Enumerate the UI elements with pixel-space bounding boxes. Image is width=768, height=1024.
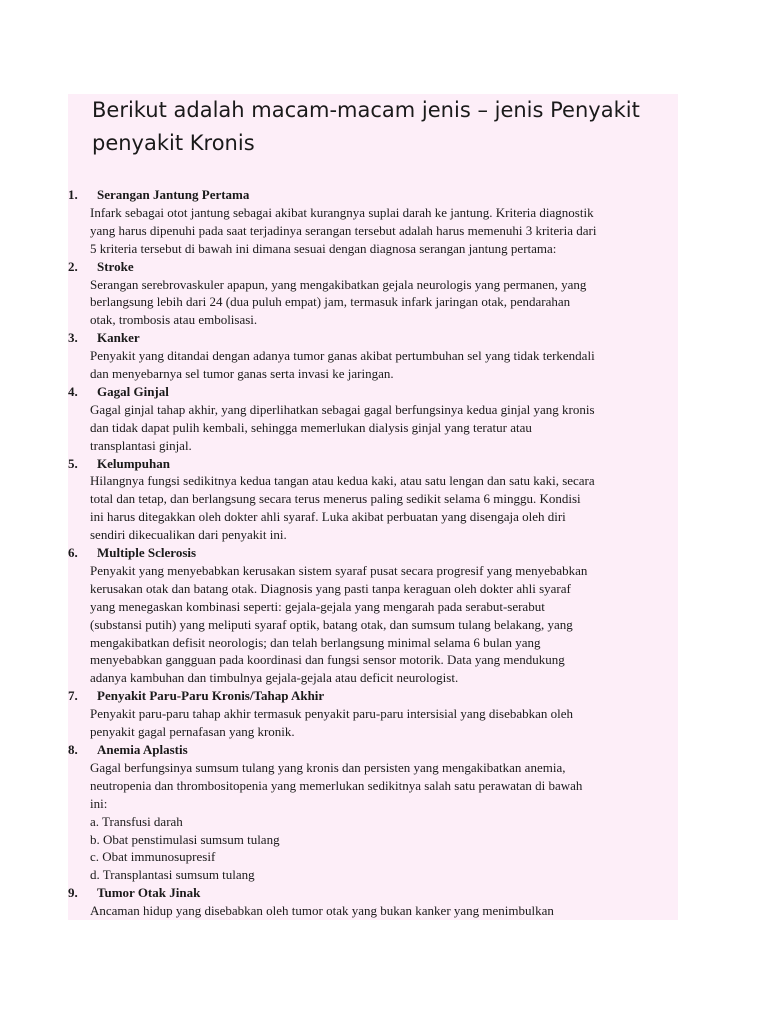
body-line: Penyakit yang ditandai dengan adanya tumor ganas akibat pertumbuhan sel yang tidak terkendali (90, 348, 595, 364)
item-number: 3. (68, 330, 78, 346)
item-heading: Kelumpuhan (97, 455, 170, 471)
body-line: otak, trombosis atau embolisasi. (90, 312, 258, 328)
disease-list (68, 186, 678, 920)
body-line: Gagal ginjal tahap akhir, yang diperlihatkan sebagai gagal berfungsinya kedua ginjal yang kronis (90, 401, 595, 417)
item-number: 6. (68, 545, 78, 561)
body-line: Infark sebagai otot jantung sebagai akibat kurangnya suplai darah ke jantung. Kriteria diagnostik (90, 204, 594, 220)
body-line: (substansi putih) yang meliputi syaraf optik, batang otak, dan sumsum tulang belakang, yang (90, 616, 573, 632)
sub-item: c. Obat immunosupresif (90, 849, 216, 865)
item-body (90, 401, 678, 455)
item-body (90, 276, 678, 330)
body-line: Penyakit yang menyebabkan kerusakan sistem syaraf pusat secara progresif yang menyebabkan (90, 562, 588, 578)
item-number: 1. (68, 187, 78, 202)
list-item (68, 544, 678, 687)
body-line: 5 kriteria tersebut di bawah ini dimana sesuai dengan diagnosa serangan jantung pertama: (90, 240, 557, 256)
item-number: 5. (68, 455, 78, 471)
body-line: Penyakit paru-paru tahap akhir termasuk penyakit paru-paru intersisial yang disebabkan oleh (90, 706, 574, 722)
body-line: sendiri dikecualikan dari penyakit ini. (90, 527, 287, 543)
list-item (68, 687, 678, 741)
item-heading: Tumor Otak Jinak (97, 885, 201, 901)
body-line: neutropenia dan thrombositopenia yang memerlukan sedikitnya salah satu perawatan di bawah (90, 777, 583, 793)
item-number: 7. (68, 688, 78, 704)
body-line: berlangsung lebih dari 24 (dua puluh empat) jam, termasuk infark jaringan otak, pendarahan (90, 294, 571, 310)
item-heading: Anemia Aplastis (97, 741, 188, 757)
item-number: 8. (68, 741, 78, 757)
item-body (90, 204, 678, 258)
document-content (68, 94, 678, 920)
item-heading: Multiple Sclerosis (97, 545, 197, 561)
list-item (68, 884, 678, 920)
body-line: ini harus ditegakkan oleh dokter ahli syaraf. Luka akibat perbuatan yang disengaja oleh diri (90, 509, 566, 525)
body-line: yang menegaskan kombinasi seperti: gejala-gejala yang mengarah pada serabut-serabut (90, 598, 545, 614)
sub-item: d. Transplantasi sumsum tulang (90, 867, 255, 883)
item-heading: Stroke (97, 258, 134, 274)
item-heading: Penyakit Paru-Paru Kronis/Tahap Akhir (97, 688, 325, 704)
title-line-1: Berikut adalah macam-macam jenis – jenis Penyakit (92, 98, 640, 122)
body-line: penyakit gagal pernafasan yang kronik. (90, 724, 295, 740)
body-line: Gagal berfungsinya sumsum tulang yang kronis dan persisten yang mengakibatkan anemia, (90, 759, 566, 775)
body-line: yang harus dipenuhi pada saat terjadinya serangan tersebut adalah harus memenuhi 3 kriteria dari (90, 222, 597, 238)
item-body (90, 759, 678, 884)
list-item (68, 455, 678, 545)
item-body (90, 562, 678, 687)
body-line: kerusakan otak dan batang otak. Diagnosis yang pasti tanpa keraguan oleh dokter ahli syaraf (90, 580, 571, 596)
item-heading: Kanker (97, 330, 140, 346)
body-line: menyebabkan gangguan pada koordinasi dan fungsi sensor motorik. Data yang mendukung (90, 652, 565, 668)
body-line: adanya kambuhan dan timbulnya gejala-gejala atau deficit neurologist. (90, 670, 459, 686)
item-body (90, 902, 678, 920)
list-item (68, 383, 678, 455)
list-item (68, 186, 678, 258)
title-line-2: penyakit Kronis (92, 131, 255, 155)
body-line: dan tidak dapat pulih kembali, sehingga memerlukan dialysis ginjal yang teratur atau (90, 419, 532, 435)
item-heading: Gagal Ginjal (97, 383, 169, 399)
list-item (68, 258, 678, 330)
item-number: 4. (68, 383, 78, 399)
list-item (68, 329, 678, 383)
item-number: 9. (68, 885, 78, 901)
item-number: 2. (68, 258, 78, 274)
body-line: mengakibatkan defisit neorologis; dan telah berlangsung minimal selama 6 bulan yang (90, 634, 541, 650)
body-line: Ancaman hidup yang disebabkan oleh tumor otak yang bukan kanker yang menimbulkan (90, 903, 554, 919)
list-item (68, 741, 678, 884)
body-line: dan menyebarnya sel tumor ganas serta invasi ke jaringan. (90, 366, 394, 382)
item-heading: Serangan Jantung Pertama (97, 187, 250, 202)
body-line: transplantasi ginjal. (90, 437, 192, 453)
document-title (92, 94, 652, 160)
body-line: Hilangnya fungsi sedikitnya kedua tangan atau kedua kaki, atau satu lengan dan satu kaki, secara (90, 473, 595, 489)
sub-item: a. Transfusi darah (90, 813, 183, 829)
body-line: Serangan serebrovaskuler apapun, yang mengakibatkan gejala neurologis yang permanen, yang (90, 276, 587, 292)
body-line: total dan tetap, dan berlangsung secara terus menerus paling sedikit selama 6 minggu. Kondisi (90, 491, 581, 507)
item-body (90, 347, 678, 383)
body-line: ini: (90, 795, 108, 811)
item-body (90, 705, 678, 741)
item-body (90, 472, 678, 544)
sub-item: b. Obat penstimulasi sumsum tulang (90, 831, 280, 847)
